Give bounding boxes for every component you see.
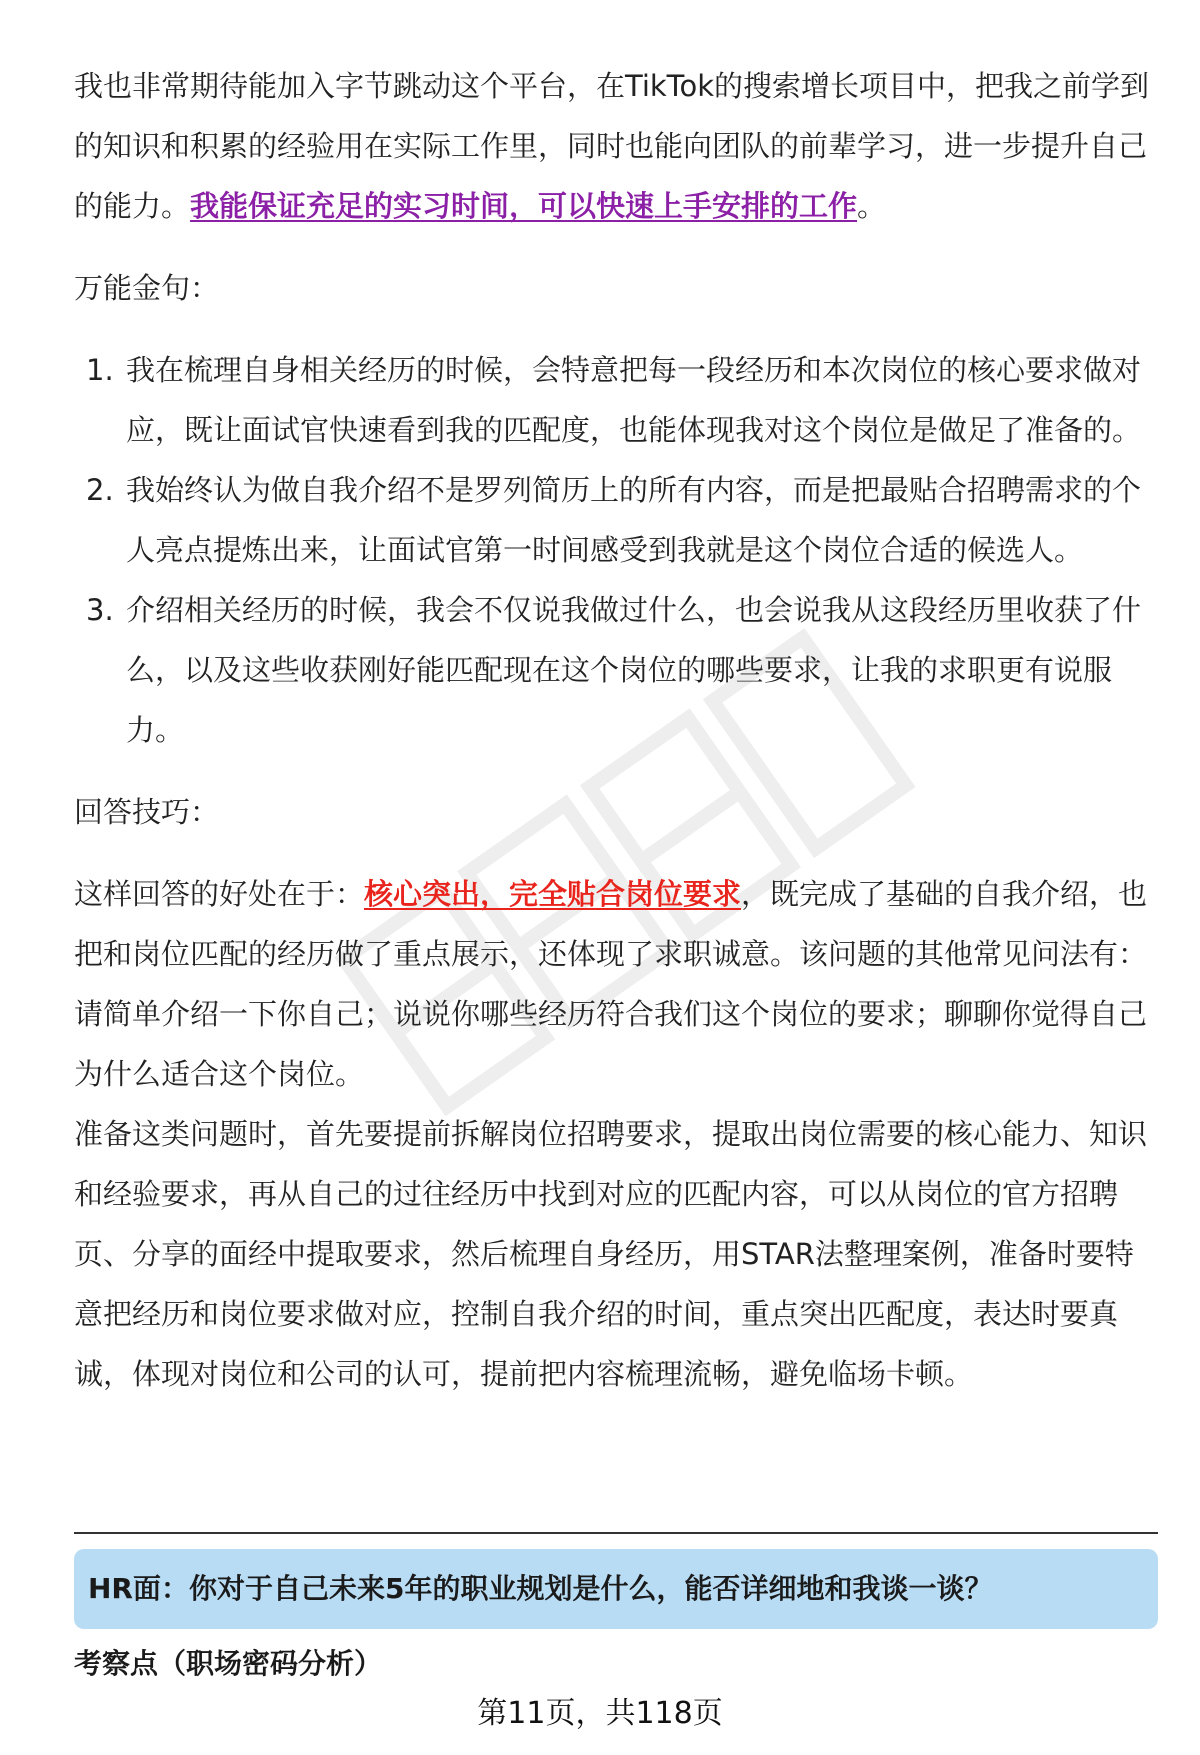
- intro-paragraph: [74, 56, 1158, 236]
- analysis-heading: 考察点（职场密码分析）: [74, 1647, 383, 1680]
- prep-paragraph: 准备这类问题时，首先要提前拆解岗位招聘要求，提取出岗位需要的核心能力、知识和经验要求，再从自己的过往经历中找到对应的匹配内容，可以从岗位的官方招聘页、分享的面经中提取要求，然后梳理自身经历，用STAR法整理案例，准备时要特意把经历和岗位要求做对应，控制自我介绍的时间，重点突出匹配度，表达时要真诚，体现对岗位和公司的认可，提前把内容梳理流畅，避免临场卡顿。: [74, 1117, 1148, 1391]
- list-item-text: 我始终认为做自我介绍不是罗列简历上的所有内容，而是把最贴合招聘需求的个人亮点提炼出来，让面试官第一时间感受到我就是这个岗位合适的候选人。: [126, 473, 1142, 567]
- intro-highlight: 我能保证充足的实习时间，可以快速上手安排的工作: [190, 189, 858, 223]
- golden-sentences-list: [74, 340, 1158, 760]
- tips-paragraph: [74, 864, 1158, 1104]
- list-item: [74, 340, 1158, 460]
- section-divider: [74, 1532, 1158, 1534]
- list-item-number: 3.: [86, 593, 114, 627]
- hr-question-box: HR面：你对于自己未来5年的职业规划是什么，能否详细地和我谈一谈？: [74, 1549, 1158, 1629]
- list-item-number: 2.: [86, 473, 114, 507]
- intro-text: 我也非常期待能加入字节跳动这个平台，在TikTok的搜索增长项目中，把我之前学到的知识和积累的经验用在实际工作里，同时也能向团队的前辈学习，进一步提升自己的能力。: [74, 69, 1149, 223]
- tips-highlight: 核心突出，完全贴合岗位要求: [364, 877, 742, 911]
- tips-lead: 这样回答的好处在于：: [74, 877, 365, 911]
- tips-rest: ，既完成了基础的自我介绍，也把和岗位匹配的经历做了重点展示，还体现了求职诚意。该问题的其他常见问法有：请简单介绍一下你自己；说说你哪些经历符合我们这个岗位的要求；聊聊你觉得自己为什么适合这个岗位。: [74, 877, 1148, 1091]
- list-item-number: 1.: [86, 353, 114, 387]
- answer-tips-heading: 回答技巧：: [74, 795, 220, 829]
- page-number: 第11页，共118页: [477, 1696, 723, 1731]
- list-item-text: 我在梳理自身相关经历的时候，会特意把每一段经历和本次岗位的核心要求做对应，既让面试官快速看到我的匹配度，也能体现我对这个岗位是做足了准备的。: [126, 353, 1142, 447]
- document-body: [74, 56, 1158, 1404]
- list-item: [74, 460, 1158, 580]
- intro-end: 。: [857, 189, 887, 223]
- golden-sentences-heading: 万能金句：: [74, 271, 220, 305]
- list-item: [74, 580, 1158, 760]
- list-item-text: 介绍相关经历的时候，我会不仅说我做过什么，也会说我从这段经历里收获了什么，以及这些收获刚好能匹配现在这个岗位的哪些要求，让我的求职更有说服力。: [126, 593, 1142, 747]
